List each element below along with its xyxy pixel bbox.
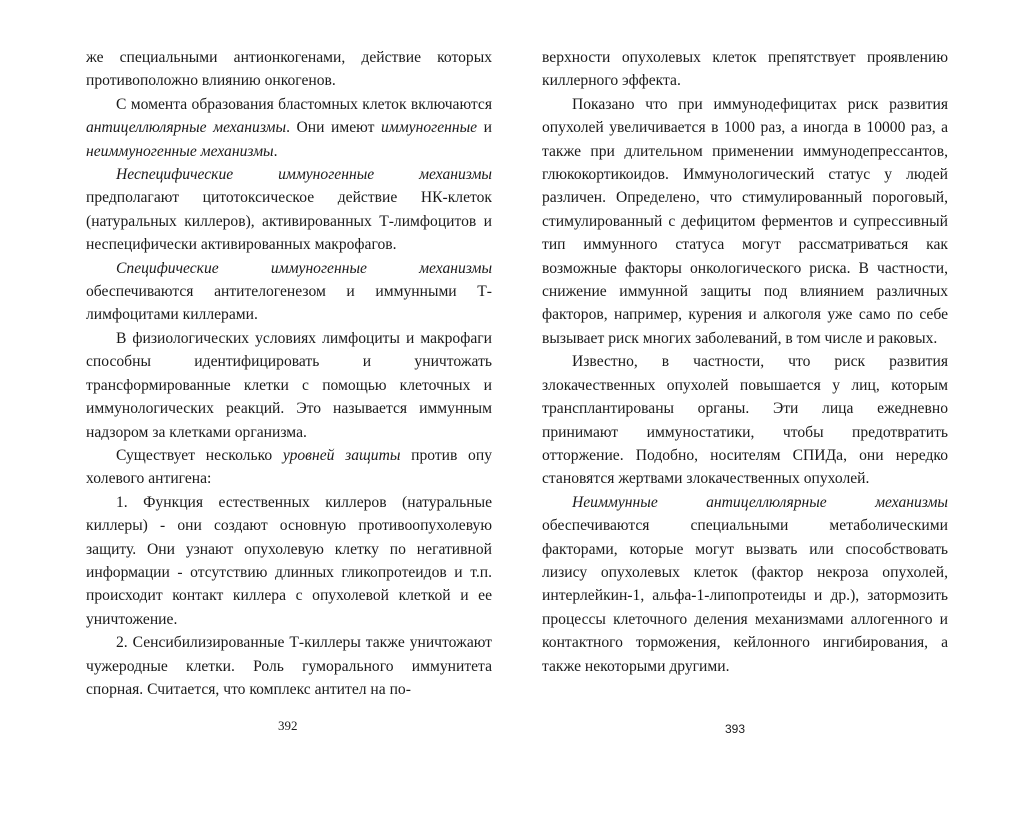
right-p4-text-b: обеспечиваются специальными метаболическими факторами, которые могут вызвать или способствовать лизису опухолевых клеток (фактор некроза опухолей, интерлейкин-1, альфа-1-липопротеиды и др.), затормозить процессы клеточного деления механизмами аллогенного и контактного торможения, кейлонного ингибирования, а также некоторыми другими. (542, 517, 948, 675)
left-paragraph-1: же специальными антионкогенами, действие которых противоположно влиянию онкогенов. (86, 49, 492, 90)
left-paragraph-6 (86, 444, 492, 491)
right-paragraph-4 (542, 491, 948, 678)
left-p4-italic-a: Специфические иммуногенные механизмы (116, 259, 492, 277)
right-paragraph-3: Известно, в частности, что риск развития злокачественных опухолей повышается у лиц, которым трансплантированы органы. Эти лица ежедневно принимают иммуностатики, чтобы предотвратить отторжение. Подобно, носителям СПИДа, они нередко становятся жертвами злокачественных опухолей. (542, 353, 948, 488)
left-paragraph-8: 2. Сенсибилизированные Т-киллеры также уничтожают чужеродные клетки. Роль гуморального иммунитета спорная. Считается, что комплекс антител на по- (86, 634, 492, 698)
left-p2-text-g: . (273, 142, 278, 160)
left-paragraph-5: В физиологических условиях лимфоциты и макрофаги способны идентифицировать и уничтожать трансформированные клетки с помощью клеточных и иммунологических реакций. Это называется иммунным надзором за клетками организма. (86, 329, 492, 441)
left-paragraph-7: 1. Функция естественных киллеров (натуральные киллеры) - они создают основную противоопухолевую защиту. Они узнают опухолевую клетку по негативной информации - отсутствию длинных гликопротеидов и т.п. происходит контакт киллера с опухолевой клеткой и ее уничтожение. (86, 493, 492, 628)
right-paragraph-2: Показано что при иммунодефицитах риск развития опухолей увеличивается в 1000 раз, а иногда в 10000 раз, а также при длительном применении иммунодепрессантов, глюкокортикоидов. Иммунологический статус у людей различен. Определено, что стимулированный пороговый, стимулированный с дефицитом ферментов и супрессивный тип иммунного статуса могут рассматриваться как возможные факторы онкологического риска. В частности, снижение иммунной защиты под влиянием различных факторов, например, курения и алкоголя уже само по себе вызывает риск многих заболеваний, в том числе и раковых. (542, 95, 948, 347)
page-number-right: 393 (725, 722, 746, 736)
left-p2-text-e: и (477, 119, 492, 137)
page-number-left: 392 (278, 718, 298, 733)
left-p2-text-a: С момента образования бластомных клеток включаются (116, 95, 492, 113)
left-p6-italic-b: уровней защиты (282, 446, 401, 464)
left-page (86, 46, 492, 701)
right-paragraph-1: верхности опухолевых клеток препятствует проявлению киллерного эффекта. (542, 49, 948, 90)
left-p6-text-c: против опу холевого антигена: (86, 446, 493, 488)
left-p2-italic-b: антицеллюлярные механизмы (86, 119, 287, 137)
left-p2-italic-f: неиммуногенные механизмы (86, 142, 274, 160)
left-p3-text-b: предполагают цитотоксическое действие НК-клеток (натуральных киллеров), активированных Т-лимфоцитов и неспецифически активированных макрофагов. (86, 189, 492, 254)
left-paragraph-2 (86, 93, 492, 163)
left-paragraph-4 (86, 257, 492, 327)
left-p6-text-a: Существует несколько (116, 446, 283, 464)
right-page (542, 46, 948, 678)
left-p2-text-c: . Они имеют (286, 119, 381, 137)
left-p2-italic-d: иммуногенные (380, 119, 478, 137)
right-p4-italic-a: Неиммунные антицеллюлярные механизмы (572, 493, 948, 511)
left-paragraph-3 (86, 163, 492, 257)
left-p3-italic-a: Неспецифические иммуногенные механизмы (116, 166, 492, 184)
left-p4-text-b: обеспечиваются антителогенезом и иммунными Т-лимфоцитами киллерами. (86, 283, 492, 324)
